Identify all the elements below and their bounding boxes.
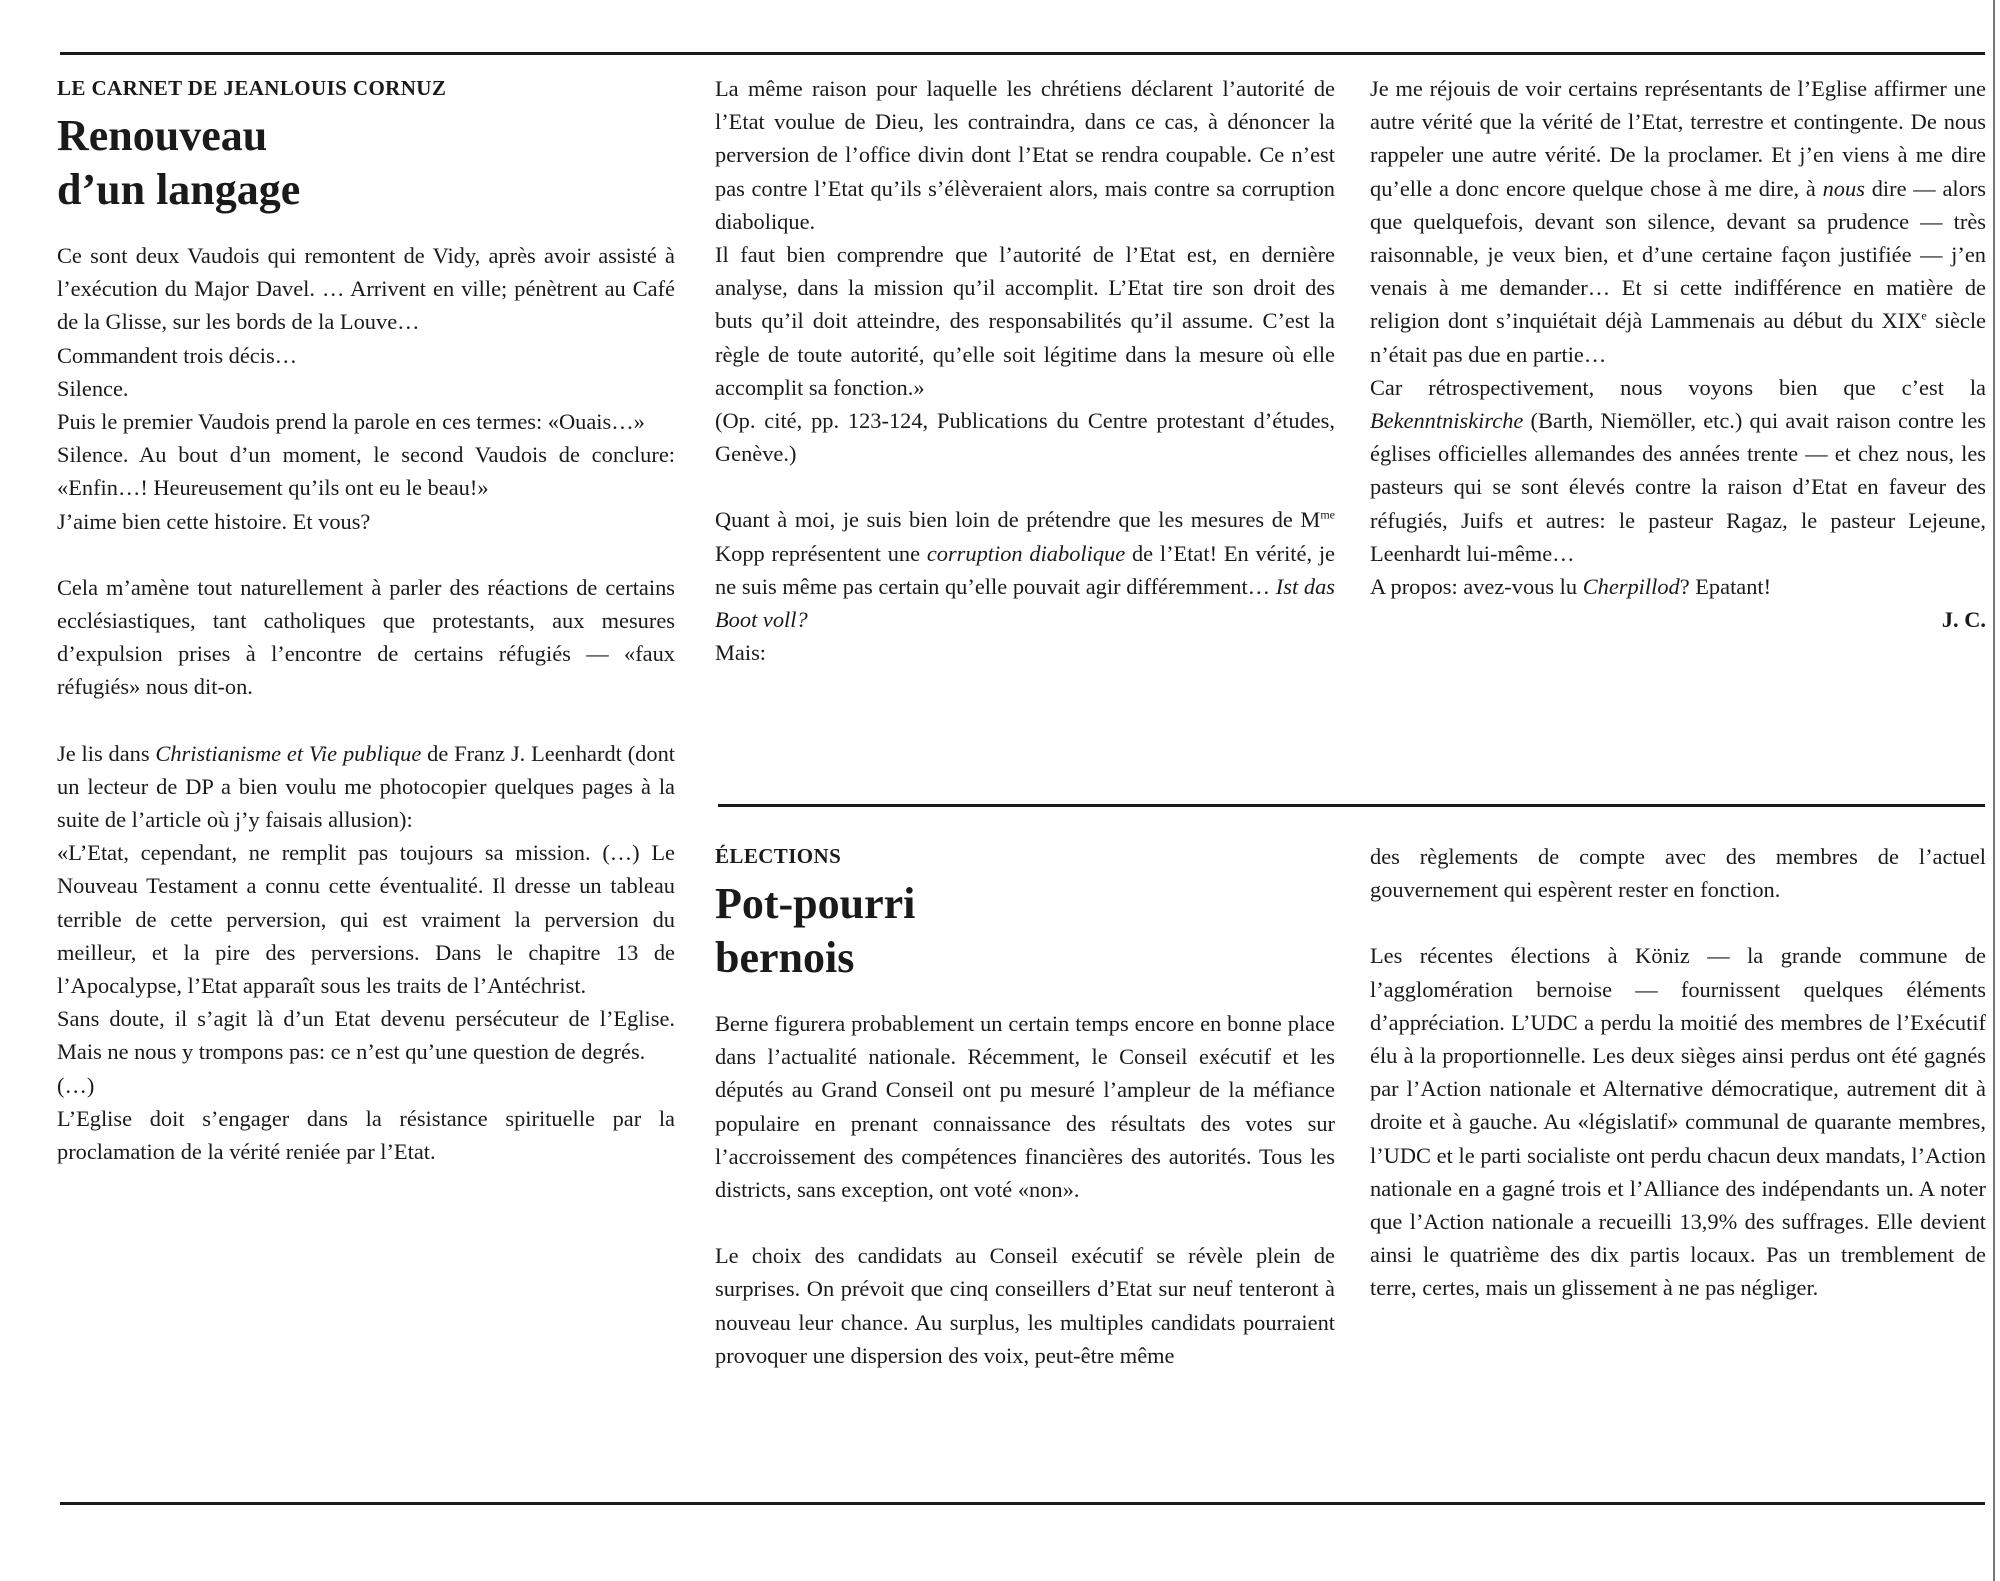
paragraph: «L’Etat, cependant, ne remplit pas toujours sa mission. (…) Le Nouveau Testament a connu cette éventualité. Il dresse un tableau terrible de cette perversion, qui est vraiment la perversion du meilleur, et la pire des perversions. Dans le chapitre 13 de l’Apocalypse, l’Etat apparaît sous les traits de l’Antéchrist. (57, 840, 675, 999)
paragraph: Car rétrospectivement, nous voyons bien que c’est la Bekenntniskirche (Barth, Niemöller, etc.) qui avait raison contre les églises officielles allemandes des années trente — et chez nous, les pasteurs qui se sont élevés contre la raison d’Etat en faveur des réfugiés, Juifs et autres: le pasteur Ragaz, le pasteur Lejeune, Leenhardt lui-même… (1370, 374, 1986, 566)
article2-column-1 (715, 840, 1335, 1372)
paragraph: des règlements de compte avec des membres de l’actuel gouvernement qui espèrent rester en fonction. (1370, 844, 1986, 903)
article1-title-line1: Renouveau (57, 111, 268, 160)
spacer (715, 1206, 1335, 1239)
paragraph: (Op. cité, pp. 123-124, Publications du Centre protestant d’études, Genève.) (715, 408, 1335, 467)
paragraph: La même raison pour laquelle les chrétiens déclarent l’autorité de l’Etat voulue de Dieu, les contraindra, dans ce cas, à dénoncer la perversion de l’office divin dont l’Etat se rendra coupable. Ce n’est pas contre l’Etat qu’ils s’élèveraient alors, mais contre sa corruption diabolique. (715, 76, 1335, 234)
top-rule (60, 52, 1985, 55)
right-edge-line (1993, 0, 1995, 1581)
article2-title-line1: Pot-pourri (715, 879, 916, 928)
paragraph: Quant à moi, je suis bien loin de prétendre que les mesures de $M^{me}$ Kopp représentent une corruption diabolique de l’Etat! En vérité, je ne suis même pas certain qu’elle pouvait agir différemment… Ist das Boot voll? (715, 507, 1336, 633)
article1-title-line2: d’un langage (57, 165, 301, 214)
spacer (715, 470, 1335, 503)
paragraph: Berne figurera probablement un certain temps encore en bonne place dans l’actualité nationale. Récemment, le Conseil exécutif et les députés au Grand Conseil ont pu mesuré l’ampleur de la méfiance populaire en prenant connaissance des résultats des votes sur l’accroissement des compétences financières des autorités. Tous les districts, sans exception, ont voté «non». (715, 1011, 1335, 1203)
article1-kicker: LE CARNET DE JEANLOUIS CORNUZ (57, 76, 447, 100)
article2-title-line2: bernois (715, 933, 855, 982)
paragraph: Ce sont deux Vaudois qui remontent de Vidy, après avoir assisté à l’exécution du Major Davel. … Arrivent en ville; pénètrent au Café de la Glisse, sur les bords de la Louve… (57, 243, 675, 335)
middle-rule (718, 804, 1985, 807)
paragraph: Puis le premier Vaudois prend la parole en ces termes: «Ouais…» (57, 409, 645, 435)
paragraph: A propos: avez-vous lu Cherpillod? Epatant! (1370, 574, 1772, 600)
article2-kicker: ÉLECTIONS (715, 844, 842, 868)
paragraph-citation: Je lis dans Christianisme et Vie publique de Franz J. Leenhardt (dont un lecteur de DP a bien voulu me photocopier quelques pages à la suite de l’article où j’y faisais allusion): (57, 740, 675, 833)
bottom-rule (60, 1502, 1985, 1505)
spacer (57, 704, 675, 737)
article2-title (715, 877, 1335, 985)
paragraph: Il faut bien comprendre que l’autorité de l’Etat est, en dernière analyse, dans la mission qu’il accomplit. L’Etat tire son droit des buts qu’il doit atteindre, des responsabilités qu’il assume. C’est la règle de toute autorité, qu’elle soit légitime dans la mesure où elle accomplit sa fonction.» (715, 242, 1335, 400)
article1-column-1 (57, 72, 675, 1168)
paragraph: L’Eglise doit s’engager dans la résistance spirituelle par la proclamation de la vérité reniée par l’Etat. (57, 1105, 675, 1165)
spacer (1370, 906, 1986, 939)
paragraph: Silence. Au bout d’un moment, le second Vaudois de conclure: «Enfin…! Heureusement qu’ils ont eu le beau!» (57, 442, 675, 501)
signature: J. C. (1941, 607, 1986, 633)
article2-column-2 (1370, 840, 1986, 1305)
paragraph: Cela m’amène tout naturellement à parler des réactions de certains ecclésiastiques, tant catholiques que protestants, aux mesures d’expulsion prises à l’encontre de certains réfugiés — «faux réfugiés» nous dit-on. (57, 574, 675, 700)
paragraph: Je me réjouis de voir certains représentants de l’Eglise affirmer une autre vérité que la vérité de l’Etat, terrestre et contingente. De nous rappeler une autre vérité. De la proclamer. Et j’en viens à me dire qu’elle a donc encore quelque chose à me dire, à nous dire — alors que quelquefois, devant son silence, devant sa prudence — très raisonnable, je veux bien, et d’une certaine façon justifiée — j’en venais à me demander… Et si cette indifférence en matière de religion dont s’inquiétait déjà Lammenais au début du XIXe siècle n’était pas due en partie… (1370, 76, 1986, 367)
paragraph: Sans doute, il s’agit là d’un Etat devenu persécuteur de l’Eglise. Mais ne nous y trompons pas: ce n’est qu’une question de degrés. (57, 1006, 675, 1065)
article1-column-3 (1370, 72, 1986, 636)
paragraph: Le choix des candidats au Conseil exécutif se révèle plein de surprises. On prévoit que cinq conseillers d’Etat sur neuf tenteront à nouveau leur chance. Au surplus, les multiples candidats pourraient provoquer une dispersion des voix, peut-être même (715, 1243, 1335, 1368)
spacer (57, 538, 675, 571)
article1-title (57, 109, 675, 217)
paragraph: J’aime bien cette histoire. Et vous? (57, 508, 371, 534)
paragraph: (…) (57, 1072, 95, 1098)
paragraph: Mais: (715, 640, 767, 666)
paragraph: Les récentes élections à Köniz — la grande commune de l’agglomération bernoise — fournissent quelques éléments d’appréciation. L’UDC a perdu la moitié des membres de l’Exécutif élu à la proportionnelle. Les deux sièges ainsi perdus ont été gagnés par l’Action nationale et Alternative démocratique, autrement dit à droite et à gauche. Au «législatif» communal de quarante membres, l’UDC et le parti socialiste ont perdu chacun deux mandats, l’Action nationale en a gagné trois et l’Alliance des indépendants un. A noter que l’Action nationale a recueilli 13,9% des suffrages. Elle devient ainsi le quatrième des dix partis locaux. Pas un tremblement de terre, certes, mais un glissement à ne pas négliger. (1370, 943, 1986, 1301)
article1-column-2 (715, 72, 1335, 669)
paragraph: Silence. (57, 375, 129, 401)
paragraph: Commandent trois décis… (57, 342, 298, 368)
